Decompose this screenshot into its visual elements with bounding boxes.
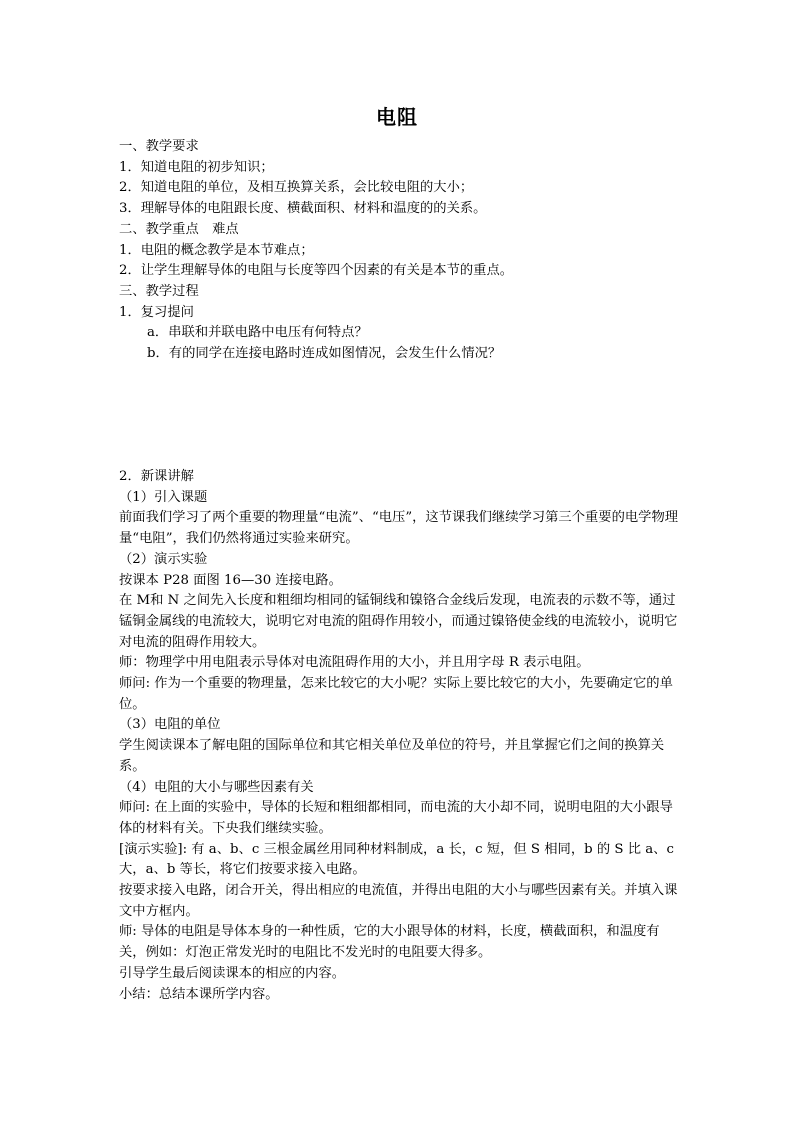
- lesson-subheading-demo: （2）演示实验: [119, 551, 208, 567]
- lesson-paragraph-teacher-r: 师：物理学中用电阻表示导体对电流阻碍作用的大小，并且用字母 R 表示电阻。: [119, 655, 590, 671]
- lesson-paragraph-factors-question: 师问: 在上面的实验中，导体的长短和粗细都相同，而电流的大小却不同，说明电阻的大小跟导体的材料有关。下央我们继续实验。: [119, 800, 673, 836]
- lesson-paragraph-intro: 前面我们学习了两个重要的物理量“电流”、“电压”，这节课我们继续学习第三个重要的电学物理量“电阻”，我们仍然将通过实验来研究。: [119, 510, 679, 547]
- lesson-subheading-factors: （4）电阻的大小与哪些因素有关: [119, 779, 314, 795]
- lesson-paragraph-property: 师: 导体的电阻是导体本身的一种性质，它的大小跟导体的材料，长度，横截面积，和温度有关，例如：灯泡正常发光时的电阻比不发光时的电阻要大得多。: [119, 924, 660, 961]
- key-point-item-2: 2．让学生理解导体的电阻与长度等四个因素的有关是本节的重点。: [119, 263, 514, 279]
- review-question-b: b．有的同学在连接电路时连成如图情况，会发生什么情况？: [147, 346, 502, 362]
- figure-placeholder-space: [119, 370, 679, 460]
- lesson-plan-top: [119, 137, 679, 365]
- step-review-questions: 1．复习提问: [119, 304, 194, 320]
- document-title: 电阻: [376, 105, 418, 129]
- section-heading-key-points: 二、教学重点 难点: [119, 221, 239, 237]
- key-point-item-1: 1．电阻的概念教学是本节难点；: [119, 242, 314, 258]
- lesson-paragraph-unit: 学生阅读课本了解电阻的国际单位和其它相关单位及单位的符号，并且掌握它们之间的换算关系。: [119, 738, 665, 774]
- requirement-item-3: 3．理解导体的电阻跟长度、横截面积、材料和温度的的关系。: [119, 201, 487, 217]
- lesson-plan-bottom: [119, 467, 679, 1005]
- lesson-paragraph-teacher-question: 师问: 作为一个重要的物理量，怎来比较它的大小呢？实际上要比较它的大小，先要确定它的单位。: [119, 676, 673, 712]
- lesson-subheading-intro: （1）引入课题: [119, 489, 208, 505]
- requirement-item-1: 1．知道电阻的初步知识；: [119, 159, 274, 175]
- lesson-subheading-unit: （3）电阻的单位: [119, 717, 221, 733]
- lesson-paragraph-connect: 按要求接入电路，闭合开关，得出相应的电流值，并得出电阻的大小与哪些因素有关。并填入课文中方框内。: [119, 883, 678, 919]
- step-new-lesson: 2．新课讲解: [119, 469, 194, 484]
- lesson-paragraph-demo-wires: [演示实验]: 有 a、b、c 三根金属丝用同种材料制成，a 长，c 短，但 S 相同，b 的 S 比 a、c大，a、b 等长，将它们按要求接入电路。: [119, 841, 674, 878]
- lesson-paragraph-circuit: 按课本 P28 面图 16—30 连接电路。: [119, 572, 342, 588]
- requirement-item-2: 2．知道电阻的单位，及相互换算关系，会比较电阻的大小；: [119, 180, 474, 196]
- lesson-paragraph-experiment: 在 M和 N 之间先入长度和粗细均相同的锰铜线和镍铬合金线后发现，电流表的示数不等，通过锰铜金属线的电流较大，说明它对电流的阻碍作用较小，而通过镍铬使金线的电流较小，说明它对电流的阻碍作用较大。: [119, 593, 678, 650]
- section-heading-requirements: 一、教学要求: [119, 139, 199, 154]
- review-question-a: a．串联和并联电路中电压有何特点？: [147, 325, 368, 341]
- section-heading-process: 三、教学过程: [119, 283, 199, 299]
- lesson-paragraph-summary: 小结：总结本课所学内容。: [119, 986, 279, 1002]
- lesson-paragraph-read: 引导学生最后阅读课本的相应的内容。: [119, 965, 346, 981]
